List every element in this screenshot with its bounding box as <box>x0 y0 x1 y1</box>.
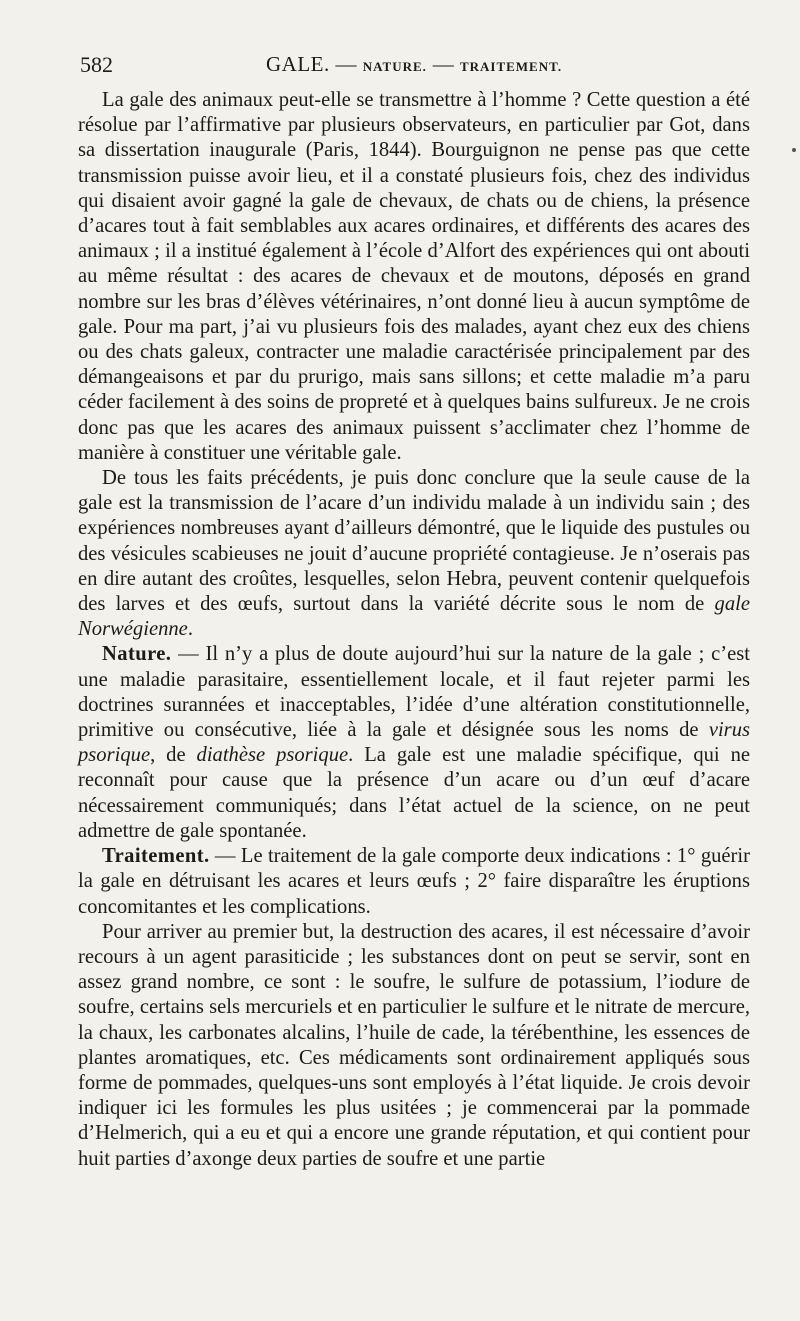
running-title-main: GALE. <box>266 52 330 76</box>
italic-term: diathèse psorique <box>196 744 349 767</box>
running-title-section-traitement: TRAITEMENT. <box>459 59 563 74</box>
paragraph-text: . <box>187 618 193 641</box>
paragraph-text: . La gale est une maladie spécifique, qui ne reconnaît pour cause que la présence d’un acare ou d’un œuf d’acare nécessairement communiqués; dans l’état actuel de la science, on ne peut admettre de gale spontanée. <box>78 744 751 842</box>
paragraph-cause-conclusion <box>78 466 750 642</box>
paragraph-animal-transmission: La gale des animaux peut-elle se transmettre à l’homme ? Cette question a été résolue par l’affirmative par plusieurs observateurs, en particulier par Got, dans sa dissertation inaugurale (Paris, 1844). Bourguignon ne pense pas que cette transmission puisse avoir lieu, et il a constaté plusieurs fois, chez des individus qui disaient avoir gagné la gale de chevaux, de chats ou de chiens, la présence d’acares tout à fait semblables aux acares ordinaires, et différents des acares des animaux ; il a institué également à l’école d’Alfort des expériences qui ont abouti au même résultat : des acares de chevaux et de moutons, déposés en grand nombre sur les bras d’élèves vétérinaires, n’ont donné lieu à aucun symptôme de gale. Pour ma part, j’ai vu plusieurs fois des malades, ayant chez eux des chiens ou des chats galeux, contracter une maladie caractérisée principalement par des démangeaisons et par du prurigo, mais sans sillons; et cette maladie m’a paru céder facilement à des soins de propreté et à quelques bains sulfureux. Je ne crois donc pas que les acares des animaux puissent s’acclimater chez l’homme de manière à constituer une véritable gale. <box>78 89 750 464</box>
italic-term: gale Norwégienne <box>78 593 750 641</box>
paragraph-parasiticide: Pour arriver au premier but, la destruction des acares, il est nécessaire d’avoir recours à un agent parasiticide ; les substances dont on peut se servir, sont en assez grand nombre, ce sont : le soufre, le sulfure de potassium, l’iodure de soufre, certains sels mercuriels et en particulier le sulfure et le nitrate de mercure, la chaux, les carbonates alcalins, l’huile de cade, la térébenthine, les essences de plantes aromatiques, etc. Ces médicaments sont ordinairement appliqués sous forme de pommades, quelques-uns sont employés à l’état liquide. Je crois devoir indiquer ici les formules les plus usitées ; je commencerai par la pommade d’Helmerich, qui a eu et qui a encore une grande réputation, et qui contient pour huit parties d’axonge deux parties de soufre et une partie <box>78 920 750 1170</box>
section-heading-nature: Nature. <box>102 643 172 666</box>
running-title <box>266 52 562 77</box>
italic-term: virus psorique <box>78 719 750 767</box>
paragraph-text: — Il n’y a plus de doute aujourd’hui sur la nature de la gale ; c’est une maladie parasitaire, essentiellement locale, et il faut rejeter parmi les doctrines surannées et inacceptables, l’idée d’une altération constitutionnelle, primitive ou consécutive, liée à la gale et désignée sous les noms de <box>78 643 750 742</box>
section-heading-traitement: Traitement. <box>102 845 210 868</box>
body-text <box>78 88 750 1172</box>
running-title-separator: — <box>432 52 455 76</box>
running-header <box>80 52 748 80</box>
running-title-separator: — <box>335 52 357 76</box>
paragraph-text: De tous les faits précédents, je puis donc conclure que la seule cause de la gale est la transmission de l’acare d’un individu malade à un individu sain ; des expériences nombreuses ayant d’ailleurs démontré, que le liquide des pustules ou des vésicules scabieuses ne jouit d’aucune propriété contagieuse. Je n’oserais pas en dire autant des croûtes, lesquelles, selon Hebra, peuvent contenir quelquefois des larves et des œufs, surtout dans la variété décrite sous le nom de <box>78 467 750 616</box>
paragraph-traitement <box>78 844 750 920</box>
paragraph-text: , de <box>150 744 197 767</box>
page-number: 582 <box>80 52 113 77</box>
running-title-section-nature: NATURE. <box>362 59 427 74</box>
margin-speck <box>792 148 796 152</box>
paragraph-nature <box>78 642 750 844</box>
paragraph-text: — Le traitement de la gale comporte deux indications : 1° guérir la gale en détruisant les acares et leurs œufs ; 2° faire disparaître les éruptions concomitantes et les complications. <box>78 845 750 918</box>
